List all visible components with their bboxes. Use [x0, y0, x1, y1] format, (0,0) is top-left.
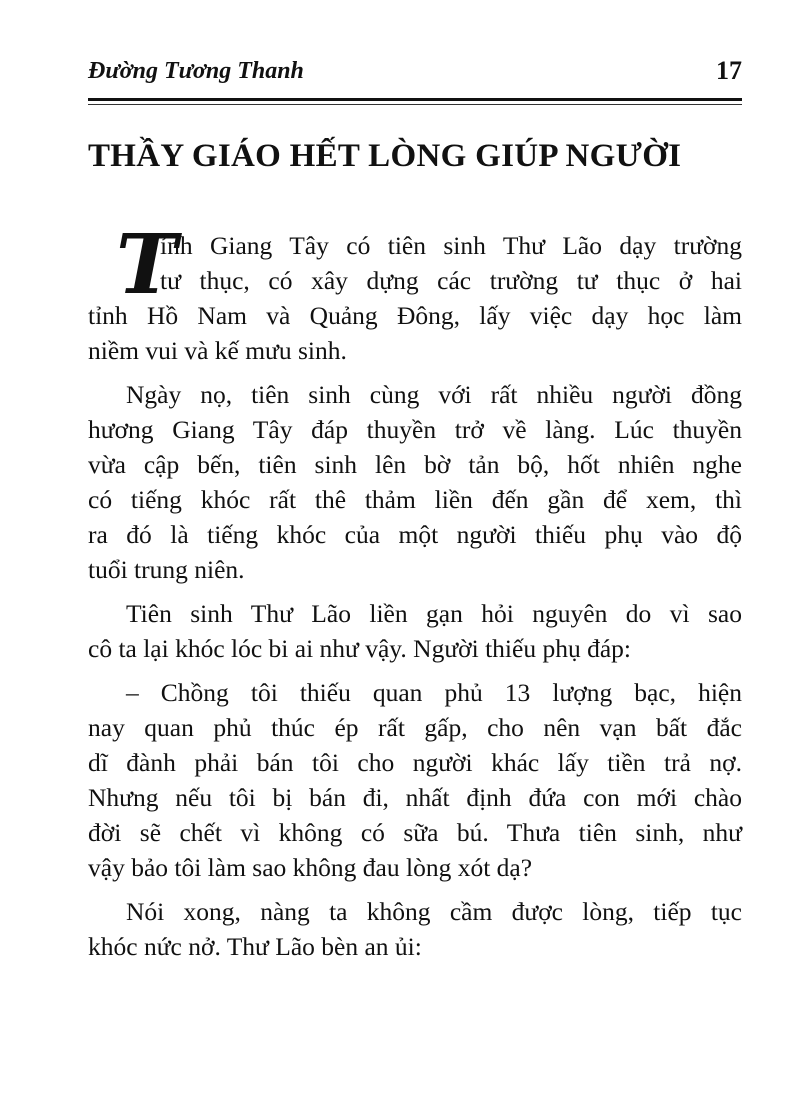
- header-rule-thin: [88, 104, 742, 105]
- text-line: dĩ đành phải bán tôi cho người khác lấy tiền trả nợ.: [88, 748, 742, 777]
- page-number: 17: [716, 56, 742, 85]
- paragraph: [88, 894, 742, 964]
- text-line: tỉnh Hồ Nam và Quảng Đông, lấy việc dạy học làm: [88, 301, 742, 330]
- chapter-title: THẦY GIÁO HẾT LÒNG GIÚP NGƯỜI: [88, 138, 682, 174]
- running-header: [88, 58, 742, 92]
- text-line: nay quan phủ thúc ép rất gấp, cho nên vạn bất đắc: [88, 713, 742, 742]
- text-line: hương Giang Tây đáp thuyền trở về làng. Lúc thuyền: [88, 415, 742, 444]
- text-line: đời sẽ chết vì không có sữa bú. Thưa tiên sinh, như: [88, 818, 742, 847]
- text-line: Nói xong, nàng ta không cầm được lòng, tiếp tục: [126, 897, 742, 926]
- text-line: Tiên sinh Thư Lão liền gạn hỏi nguyên do vì sao: [126, 599, 742, 628]
- text-line: khóc nức nở. Thư Lão bèn an ủi:: [88, 932, 422, 961]
- text-line: có tiếng khóc rất thê thảm liền đến gần để xem, thì: [88, 485, 742, 514]
- drop-cap: T: [116, 217, 178, 313]
- text-line: vậy bảo tôi làm sao không đau lòng xót dạ?: [88, 853, 533, 882]
- paragraph: [88, 217, 742, 368]
- text-line: niềm vui và kế mưu sinh.: [88, 336, 347, 365]
- paragraph: [88, 596, 742, 666]
- text-line: Ngày nọ, tiên sinh cùng với rất nhiều người đồng: [126, 380, 742, 409]
- body-text: [88, 217, 742, 964]
- paragraph: [88, 675, 742, 885]
- text-line: tư thục, có xây dựng các trường tư thục ở hai: [160, 266, 742, 295]
- paragraph: [88, 377, 742, 587]
- text-line: vừa cập bến, tiên sinh lên bờ tản bộ, hốt nhiên nghe: [88, 450, 742, 479]
- text-line: – Chồng tôi thiếu quan phủ 13 lượng bạc, hiện: [126, 678, 742, 707]
- running-header-author: Đường Tương Thanh: [88, 58, 304, 84]
- text-line: cô ta lại khóc lóc bi ai như vậy. Người thiếu phụ đáp:: [88, 634, 631, 663]
- text-line: ra đó là tiếng khóc của một người thiếu phụ vào độ: [88, 520, 742, 549]
- text-line: ỉnh Giang Tây có tiên sinh Thư Lão dạy trường: [160, 231, 742, 260]
- text-line: Nhưng nếu tôi bị bán đi, nhất định đứa con mới chào: [88, 783, 742, 812]
- text-line: tuổi trung niên.: [88, 555, 245, 584]
- header-rule-thick: [88, 98, 742, 101]
